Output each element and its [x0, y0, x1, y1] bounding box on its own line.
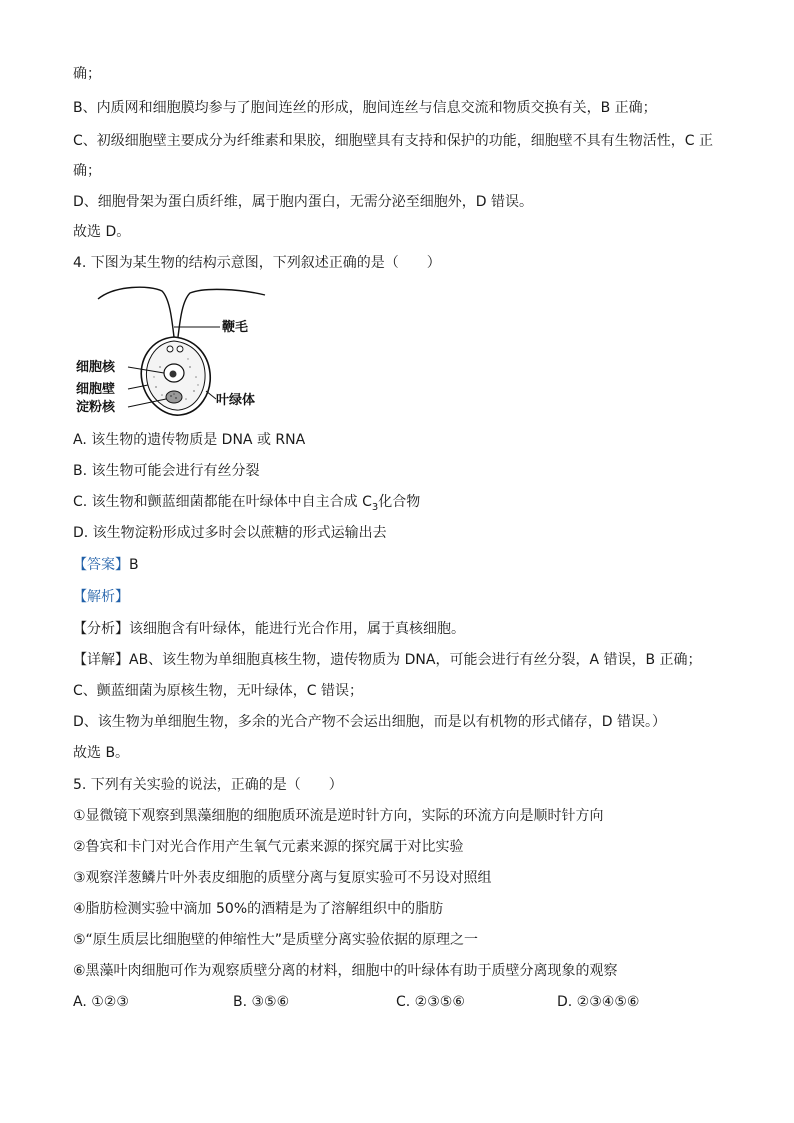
q5-item-3: ③观察洋葱鳞片叶外表皮细胞的质壁分离与复原实验可不另设对照组 [73, 870, 492, 886]
q5-item-5: ⑤“原生质层比细胞壁的伸缩性大”是质壁分离实验依据的原理之一 [73, 932, 479, 948]
q5-option-b: B. ③⑤⑥ [233, 994, 290, 1010]
vacuole-icon [177, 346, 183, 352]
q5-option-c: C. ②③⑤⑥ [396, 994, 465, 1010]
flagellum-icon [98, 287, 174, 337]
option-b: B. 该生物可能会进行有丝分裂 [73, 463, 260, 479]
q5-item-4: ④脂肪检测实验中滴加 50%的酒精是为了溶解组织中的脂肪 [73, 901, 444, 917]
xiangjie-text: AB、该生物为单细胞真核生物，遗传物质为 DNA，可能会进行有丝分裂，A 错误，B 正确； [129, 652, 702, 668]
xiangjie-line [73, 650, 702, 670]
analysis-c: C、颤蓝细菌为原核生物，无叶绿体，C 错误； [73, 683, 363, 699]
analysis-conclusion: 故选 B。 [73, 745, 130, 761]
q5-item-1: ①显微镜下观察到黑藻细胞的细胞质环流是逆时针方向，实际的环流方向是顺时针方向 [73, 808, 604, 824]
q5-option-d: D. ②③④⑤⑥ [557, 994, 640, 1010]
answer-value: B [129, 557, 139, 573]
option-c-text: C. 该生物和颤蓝细菌都能在叶绿体中自主合成 C [73, 494, 372, 510]
label-pyrenoid: 淀粉核 [76, 400, 116, 415]
pyrenoid-icon [166, 391, 182, 403]
cell-diagram [70, 281, 270, 421]
fenxi-line [73, 619, 465, 639]
analysis-d: D、该生物为单细胞生物，多余的光合产物不会运出细胞，而是以有机物的形式储存，D 错误。） [73, 714, 667, 730]
question-5-stem: 5. 下列有关实验的说法，正确的是（ ） [73, 777, 343, 793]
answer-line [73, 555, 139, 575]
label-nucleus: 细胞核 [76, 360, 116, 375]
option-d: D. 该生物淀粉形成过多时会以蔗糖的形式运输出去 [73, 525, 387, 541]
label-chloroplast: 叶绿体 [216, 393, 256, 408]
option-c-suffix: 化合物 [378, 494, 421, 510]
paragraph-line: 确； [73, 66, 101, 82]
paragraph-line: C、初级细胞壁主要成分为纤维素和果胶，细胞壁具有支持和保护的功能，细胞壁不具有生物活性，C 正 [73, 133, 713, 149]
analysis-tag: 【解析】 [73, 589, 129, 605]
xiangjie-tag: 【详解】 [73, 652, 129, 668]
label-flagellum: 鞭毛 [222, 320, 249, 335]
nucleolus-icon [170, 371, 177, 378]
fenxi-tag: 【分析】 [73, 621, 129, 637]
paragraph-line: B、内质网和细胞膜均参与了胞间连丝的形成，胞间连丝与信息交流和物质交换有关，B 正确； [73, 100, 657, 116]
q5-options [73, 992, 713, 1012]
answer-tag: 【答案】 [73, 557, 129, 573]
fenxi-text: 该细胞含有叶绿体，能进行光合作用，属于真核细胞。 [129, 621, 465, 637]
paragraph-line: 确； [73, 163, 101, 179]
q5-item-6: ⑥黑藻叶肉细胞可作为观察质壁分离的材料，细胞中的叶绿体有助于质壁分离现象的观察 [73, 963, 618, 979]
paragraph-line: 故选 D。 [73, 224, 131, 240]
label-cell-wall: 细胞壁 [76, 382, 116, 397]
paragraph-line: D、细胞骨架为蛋白质纤维，属于胞内蛋白，无需分泌至细胞外，D 错误。 [73, 194, 534, 210]
subscript-3: 3 [371, 501, 379, 513]
question-4-stem: 4. 下图为某生物的结构示意图，下列叙述正确的是（ ） [73, 255, 441, 271]
option-c [73, 492, 420, 518]
q5-item-2: ②鲁宾和卡门对光合作用产生氧气元素来源的探究属于对比实验 [73, 839, 464, 855]
q5-option-a: A. ①②③ [73, 994, 129, 1010]
analysis-title [73, 587, 129, 607]
option-a: A. 该生物的遗传物质是 DNA 或 RNA [73, 432, 306, 448]
vacuole-icon [167, 346, 173, 352]
